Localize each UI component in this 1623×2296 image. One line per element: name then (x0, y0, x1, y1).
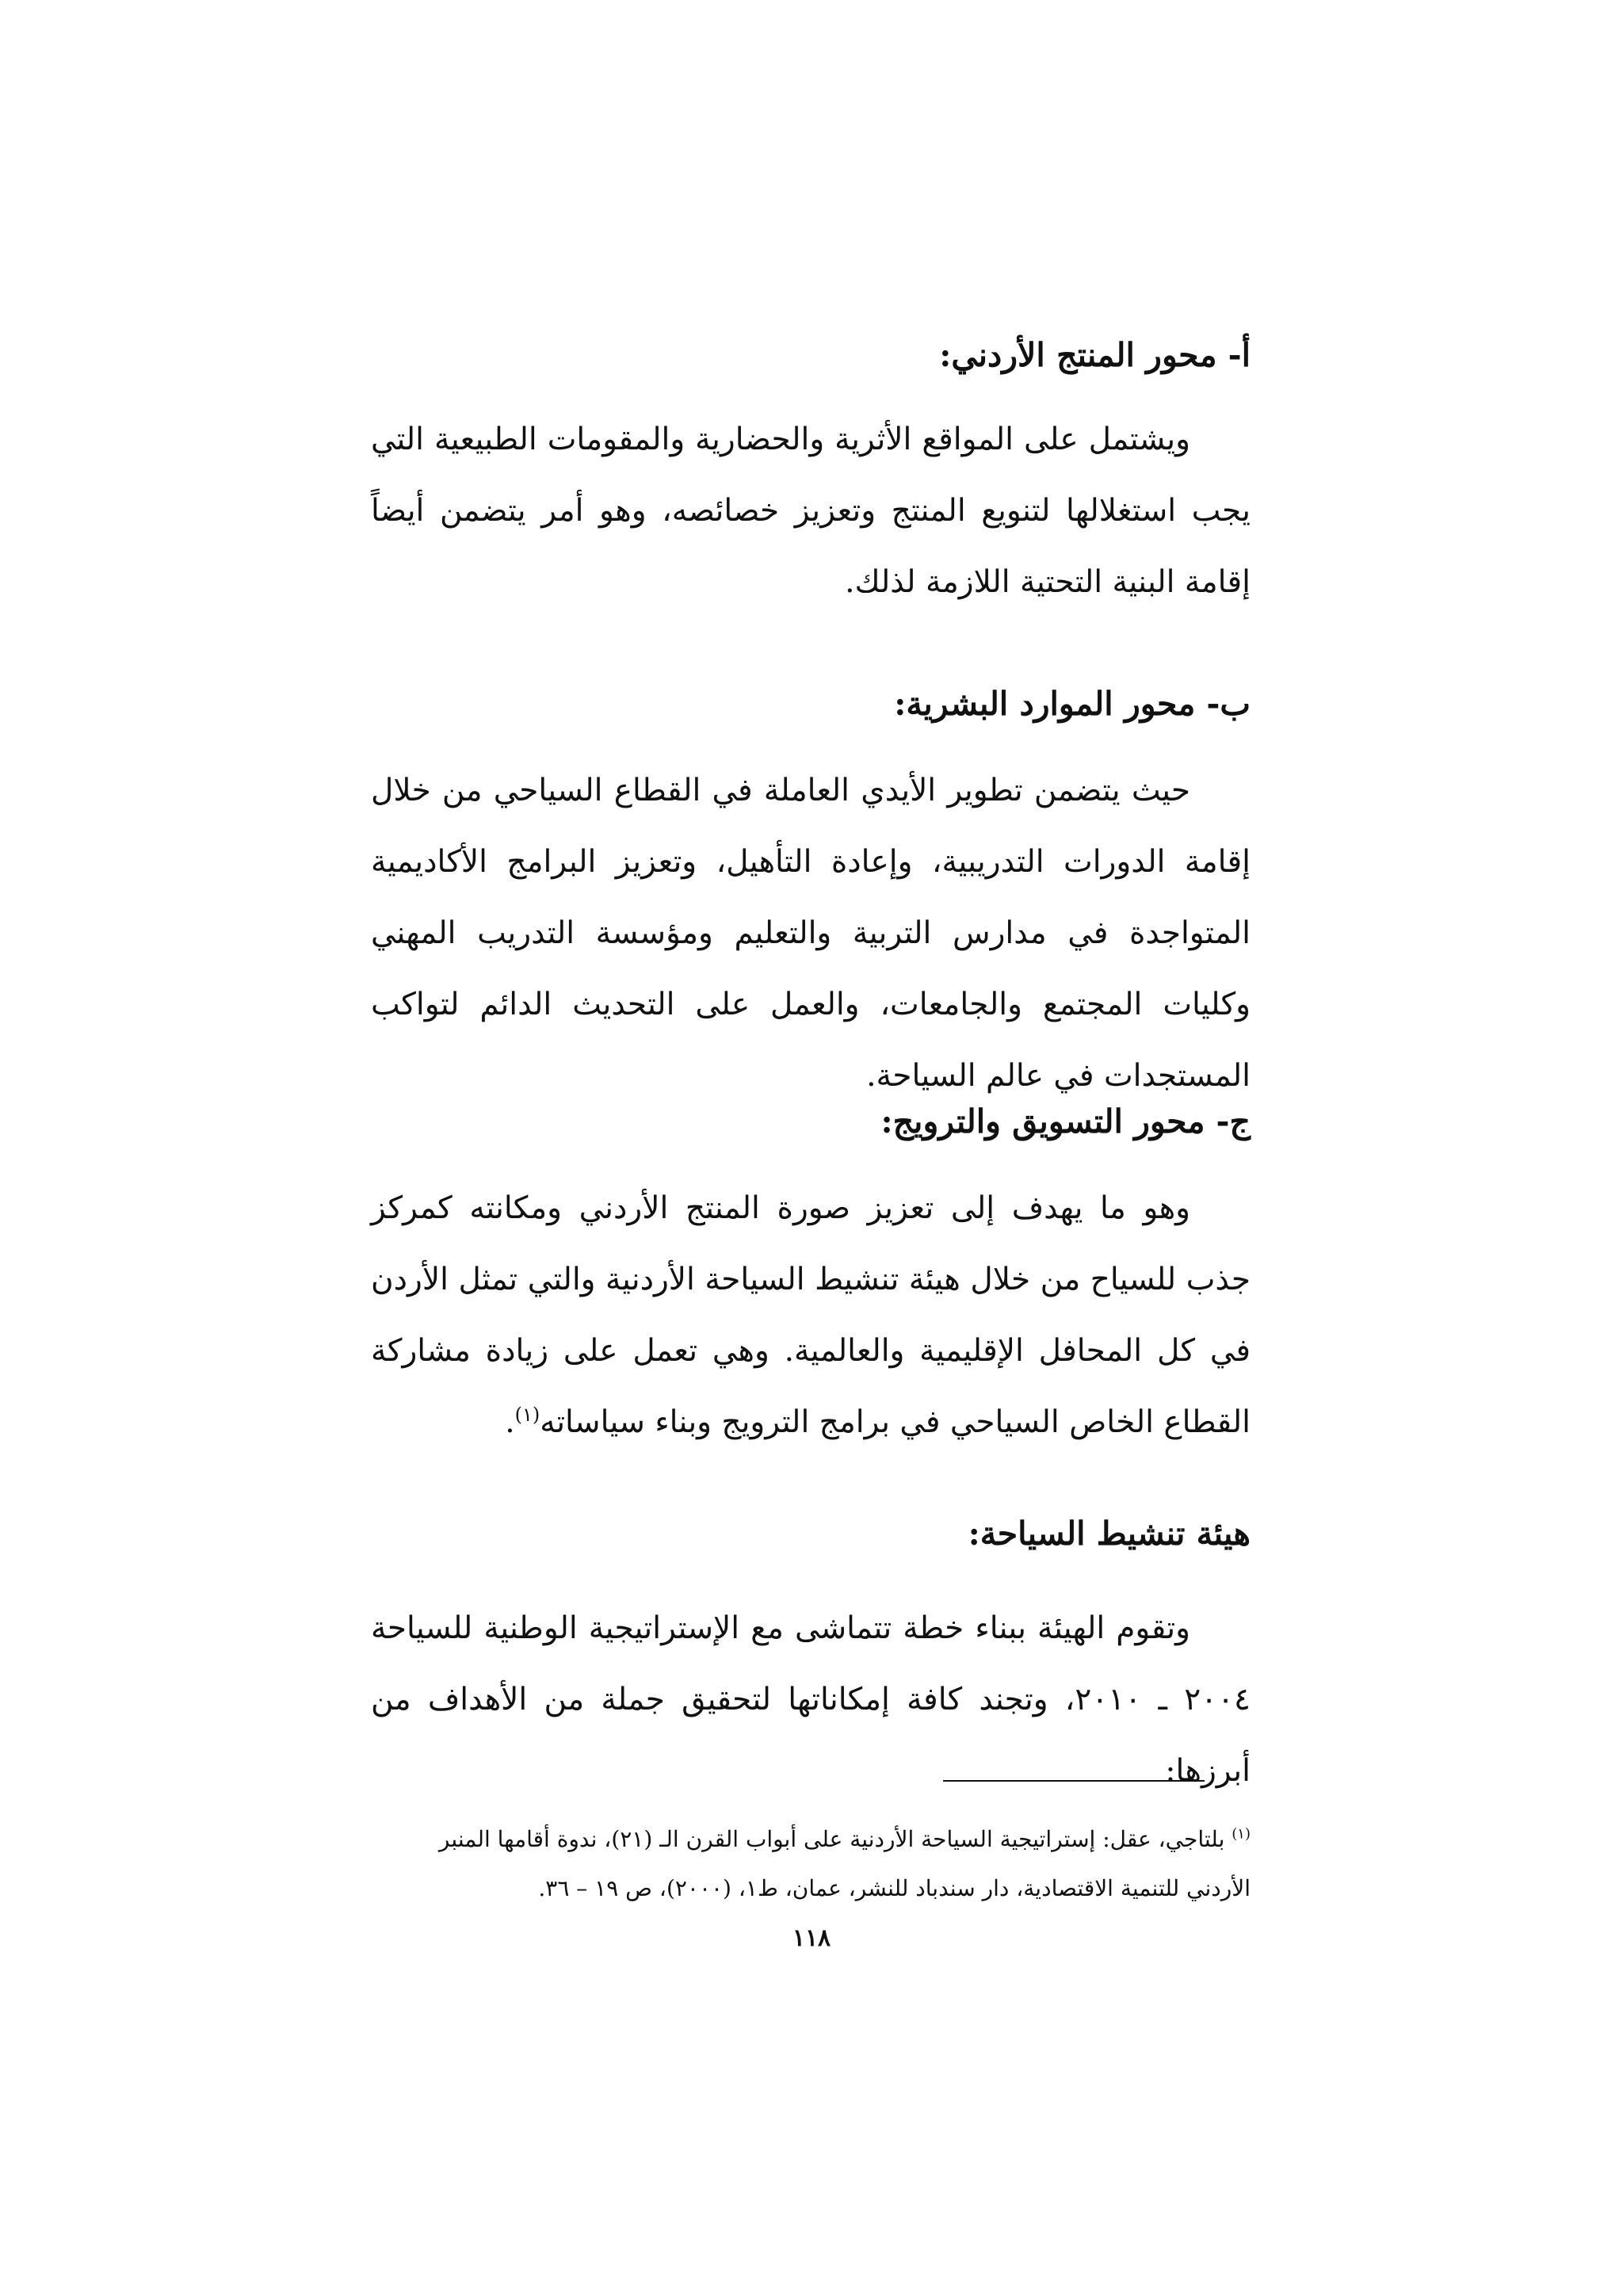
section-c-heading (371, 1098, 1251, 1145)
section-c-end-punct: . (505, 1404, 515, 1440)
section-a-line-3: التحتية اللازمة لذلك. (845, 564, 1103, 600)
section-c (371, 1098, 1251, 1145)
section-d (371, 1510, 1251, 1557)
section-a-line-2: استغلالها لتنويع المنتج وتعزيز خصائصه، وهو أمر يتضمن أيضاً إقامة البنية (371, 493, 1251, 600)
section-a-line-1: ويشتمل على المواقع الأثرية والحضارية والمقومات الطبيعية التي يجب (371, 422, 1251, 529)
section-d-body (371, 1593, 1251, 1807)
section-a-heading (371, 331, 1251, 379)
section-b (371, 680, 1251, 728)
section-b-title: محور الموارد البشرية: (894, 685, 1196, 723)
section-b-body (371, 755, 1251, 1112)
section-a-letter: أ- (1228, 336, 1251, 374)
section-c-paragraph (371, 1173, 1251, 1458)
section-a (371, 331, 1251, 379)
section-b-line-4: والعمل على التحديث الدائم لتواكب المستجدات في عالم السياحة. (371, 987, 1251, 1094)
section-b-line-1: حيث يتضمن تطوير الأيدي العاملة في القطاع السياحي من خلال (371, 773, 1190, 808)
footnote-marker: (١) (1232, 1825, 1251, 1843)
footnote (371, 1815, 1251, 1913)
section-b-line-2: إقامة الدورات التدريبية، وإعادة التأهيل، وتعزيز البرامج الأكاديمية المتواجدة في (371, 844, 1251, 951)
section-c-line-4: السياحي في برامج الترويج وبناء سياساته (540, 1404, 1060, 1440)
section-c-line-1: وهو ما يهدف إلى تعزيز صورة المنتج الأردني ومكانته كمركز جذب (371, 1190, 1251, 1297)
section-a-title: محور المنتج الأردني: (939, 336, 1217, 374)
section-d-title: هيئة تنشيط السياحة: (968, 1515, 1251, 1553)
footnote-separator (943, 1780, 1205, 1782)
section-d-paragraph (371, 1593, 1251, 1807)
section-b-heading (371, 680, 1251, 728)
section-c-title: محور التسويق والترويج: (880, 1102, 1205, 1140)
section-a-body (371, 404, 1251, 618)
section-c-line-3: المحافل الإقليمية والعالمية. وهي تعمل على زيادة مشاركة القطاع الخاص (371, 1333, 1251, 1440)
section-b-line-3: مدارس التربية والتعليم ومؤسسة التدريب المهني وكليات المجتمع والجامعات، (371, 915, 1251, 1022)
section-b-letter: ب- (1206, 685, 1251, 723)
section-b-paragraph (371, 755, 1251, 1112)
section-d-line-1: وتقوم الهيئة ببناء خطة تتماشى مع الإستراتيجية الوطنية للسياحة ٢٠٠٤ ـ (371, 1610, 1251, 1717)
page-number: ١١٨ (792, 1924, 831, 1952)
footnote-line-1: بلتاجي، عقل: إستراتيجية السياحة الأردنية على أبواب القرن الـ (٢١)، ندوة أقامها المنبر الأردني (438, 1826, 1251, 1901)
section-a-paragraph (371, 404, 1251, 618)
footnote-reference[interactable]: (١) (514, 1404, 540, 1426)
section-c-letter: ج- (1216, 1102, 1251, 1140)
footnote-line-2: للتنمية الاقتصادية، دار سندباد للنشر، عمان، ط١، (٢٠٠٠)، ص ١٩ – ٣٦. (538, 1875, 1180, 1901)
section-c-body (371, 1173, 1251, 1458)
section-c-line-2: للسياح من خلال هيئة تنشيط السياحة الأردنية والتي تمثل الأردن في كل (371, 1262, 1251, 1369)
section-d-line-2: ٢٠١٠، وتجند كافة إمكاناتها لتحقيق جملة من الأهداف من أبرزها: (371, 1682, 1251, 1789)
section-d-heading (371, 1510, 1251, 1557)
